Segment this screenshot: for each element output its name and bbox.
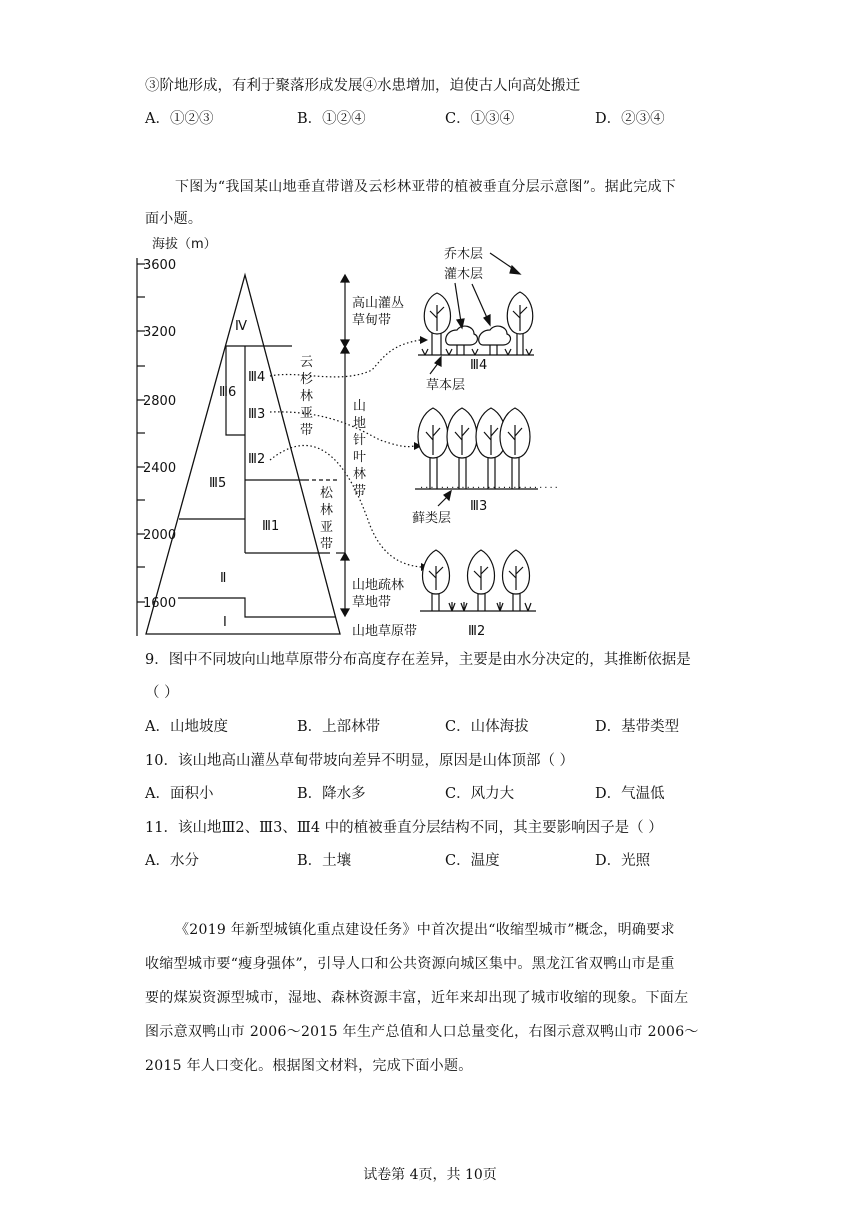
pine-char-3: 亚 bbox=[320, 520, 334, 535]
y-axis-title: 海拔（m） bbox=[152, 237, 217, 252]
y-tick-2000: 2000 bbox=[143, 528, 177, 543]
zone-i: Ⅰ bbox=[223, 615, 227, 630]
vertical-zonation-figure bbox=[125, 228, 585, 646]
q9-option-d: D．基带类型 bbox=[595, 719, 680, 735]
zone-iii2: Ⅲ2 bbox=[248, 452, 266, 467]
passage-line-3: 要的煤炭资源型城市，湿地、森林资源丰富，近年来却出现了城市收缩的现象。下面左 bbox=[145, 990, 689, 1006]
q11-option-c: C．温度 bbox=[445, 853, 500, 869]
spruce-char-4: 亚 bbox=[300, 406, 314, 421]
passage-line-5: 2015 年人口变化。根据图文材料，完成下面小题。 bbox=[145, 1058, 473, 1074]
conifer-char-1: 山 bbox=[353, 399, 367, 414]
y-tick-2400: 2400 bbox=[143, 461, 177, 476]
steppe-belt-label: 山地草原带 bbox=[352, 624, 418, 639]
option-c: C．①③④ bbox=[445, 111, 515, 127]
alpine-belt-line-1: 高山灌丛 bbox=[352, 296, 405, 311]
q9-stem-line-1: 9．图中不同坡向山地草原带分布高度存在差异，主要是由水分决定的，其推断依据是 bbox=[145, 652, 691, 668]
sparse-belt-line-1: 山地疏林 bbox=[352, 578, 405, 593]
q9-option-c: C．山体海拔 bbox=[445, 719, 529, 735]
intro-line-2: 面小题。 bbox=[145, 211, 203, 227]
spruce-char-3: 林 bbox=[300, 389, 314, 404]
q11-stem: 11．该山地Ⅲ2、Ⅲ3、Ⅲ4 中的植被垂直分层结构不同，其主要影响因子是（ ） bbox=[145, 820, 663, 836]
q9-stem-line-2: （ ） bbox=[145, 685, 179, 701]
y-tick-3600: 3600 bbox=[143, 258, 177, 273]
panel-label-iii2: Ⅲ2 bbox=[468, 624, 486, 639]
alpine-belt-line-2: 草甸带 bbox=[352, 313, 392, 328]
spruce-char-2: 杉 bbox=[300, 372, 314, 387]
intro-line-1: 下图为“我国某山地垂直带谱及云杉林亚带的植被垂直分层示意图”。据此完成下 bbox=[175, 179, 677, 195]
question-stem-tail: ③阶地形成，有利于聚落形成发展④水患增加，迫使古人向高处搬迁 bbox=[145, 78, 580, 94]
moss-layer-label: 藓类层 bbox=[412, 511, 452, 526]
zone-iii6: Ⅲ6 bbox=[219, 385, 237, 400]
sparse-belt-line-2: 草地带 bbox=[352, 595, 392, 610]
conifer-char-2: 地 bbox=[353, 416, 367, 431]
y-tick-1600: 1600 bbox=[143, 596, 177, 611]
zone-iv: Ⅳ bbox=[235, 319, 247, 334]
panel-iii4-diagram bbox=[418, 292, 534, 355]
herb-layer-label: 草本层 bbox=[426, 378, 466, 393]
conifer-char-6: 带 bbox=[353, 484, 367, 499]
passage-line-4: 图示意双鸭山市 2006～2015 年生产总值和人口总量变化，右图示意双鸭山市 2006～ bbox=[145, 1024, 699, 1040]
moss-dots: ........................... bbox=[420, 480, 560, 491]
q11-option-d: D．光照 bbox=[595, 853, 651, 869]
conifer-char-5: 林 bbox=[353, 467, 367, 482]
q10-option-c: C．风力大 bbox=[445, 786, 515, 802]
option-a: A．①②③ bbox=[145, 111, 214, 127]
zone-iii3: Ⅲ3 bbox=[248, 407, 266, 422]
page-footer: 试卷第 4页，共 10页 bbox=[363, 1167, 497, 1183]
option-b: B．①②④ bbox=[297, 111, 366, 127]
q11-option-b: B．土壤 bbox=[297, 853, 352, 869]
passage-line-1: 《2019 年新型城镇化重点建设任务》中首次提出“收缩型城市”概念，明确要求 bbox=[175, 922, 675, 938]
zone-ii: Ⅱ bbox=[220, 571, 227, 586]
conifer-char-4: 叶 bbox=[353, 450, 367, 465]
zone-iii4: Ⅲ4 bbox=[248, 370, 266, 385]
y-tick-3200: 3200 bbox=[143, 325, 177, 340]
conifer-char-3: 针 bbox=[353, 433, 367, 448]
panel-iii2-diagram bbox=[420, 550, 536, 611]
option-d: D．②③④ bbox=[595, 111, 665, 127]
tree-layer-label: 乔木层 bbox=[444, 247, 484, 262]
spruce-char-5: 带 bbox=[300, 423, 314, 438]
pine-char-1: 松 bbox=[320, 486, 334, 501]
q10-option-b: B．降水多 bbox=[297, 786, 366, 802]
spruce-char-1: 云 bbox=[300, 355, 314, 370]
shrub-layer-label: 灌木层 bbox=[444, 267, 484, 282]
y-tick-2800: 2800 bbox=[143, 394, 177, 409]
zone-iii1: Ⅲ1 bbox=[262, 519, 280, 534]
passage-line-2: 收缩型城市要“瘦身强体”，引导人口和公共资源向城区集中。黑龙江省双鸭山市是重 bbox=[145, 956, 675, 972]
q9-option-a: A．山地坡度 bbox=[145, 719, 228, 735]
panel-iii3-diagram bbox=[415, 408, 538, 489]
q10-option-d: D．气温低 bbox=[595, 786, 665, 802]
pine-char-2: 林 bbox=[320, 503, 334, 518]
zone-iii5: Ⅲ5 bbox=[209, 476, 227, 491]
q11-option-a: A．水分 bbox=[145, 853, 199, 869]
pine-char-4: 带 bbox=[320, 537, 334, 552]
panel-label-iii4: Ⅲ4 bbox=[470, 358, 488, 373]
q10-option-a: A．面积小 bbox=[145, 786, 214, 802]
q9-option-b: B．上部林带 bbox=[297, 719, 381, 735]
panel-label-iii3: Ⅲ3 bbox=[470, 499, 488, 514]
q10-stem: 10．该山地高山灌丛草甸带坡向差异不明显，原因是山体顶部（ ） bbox=[145, 753, 575, 769]
